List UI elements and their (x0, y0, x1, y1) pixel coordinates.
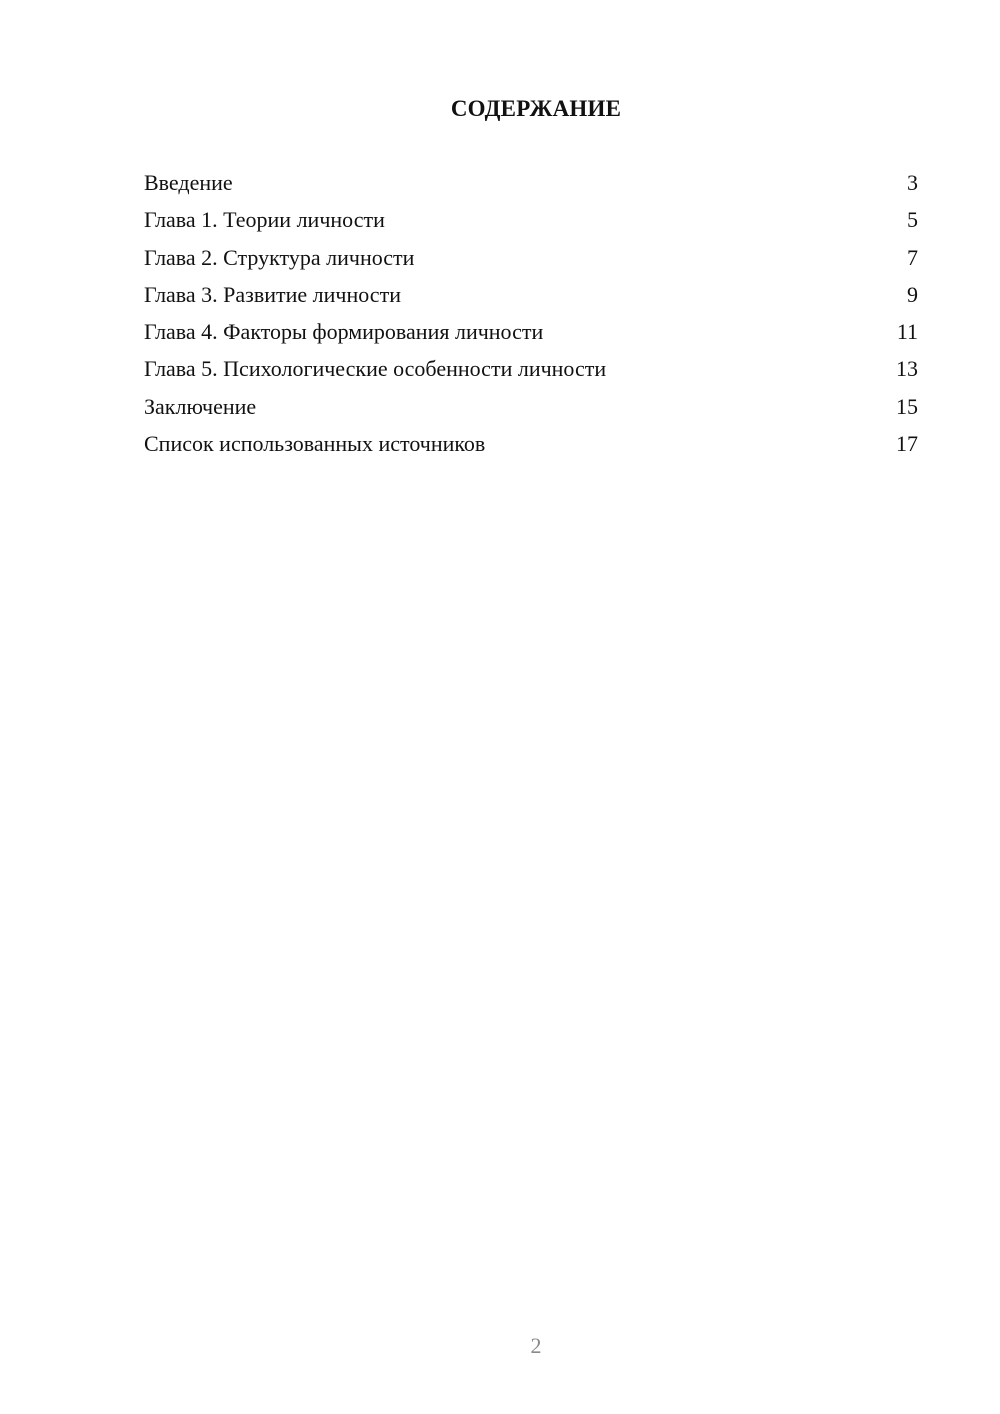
toc-entry-page: 9 (907, 281, 918, 307)
toc-entry-page: 3 (907, 170, 918, 195)
toc-entry-page: 13 (896, 356, 918, 382)
toc-entry-chapter-2 (144, 245, 918, 282)
toc-title: СОДЕРЖАНИЕ (450, 96, 622, 121)
toc-entry-references (144, 431, 918, 468)
toc-entry-conclusion (144, 394, 918, 431)
toc-entry-chapter-4 (144, 319, 918, 356)
toc-entry-page: 11 (896, 319, 918, 345)
toc-entry-chapter-5 (144, 356, 918, 393)
toc-entry-page: 17 (896, 431, 918, 457)
toc-entry-label: Список использованных источников (144, 431, 486, 457)
toc-entry-page: 7 (907, 244, 918, 270)
toc-entry-label: Введение (144, 170, 233, 195)
toc-entry-page: 15 (896, 393, 918, 419)
toc-entry-label: Глава 4. Факторы формирования личности (144, 319, 544, 345)
toc-entry-label: Глава 5. Психологические особенности личности (144, 356, 607, 382)
toc-entry-page: 5 (907, 207, 918, 233)
toc-entry-label: Глава 2. Структура личности (144, 244, 415, 270)
table-of-contents (144, 170, 918, 468)
toc-entry-label: Заключение (144, 393, 257, 419)
toc-entry-chapter-1 (144, 207, 918, 244)
toc-entry-introduction (144, 170, 918, 207)
page-number: 2 (530, 1333, 542, 1358)
toc-entry-label: Глава 1. Теории личности (144, 207, 385, 233)
toc-entry-chapter-3 (144, 282, 918, 319)
toc-entry-label: Глава 3. Развитие личности (144, 281, 401, 307)
